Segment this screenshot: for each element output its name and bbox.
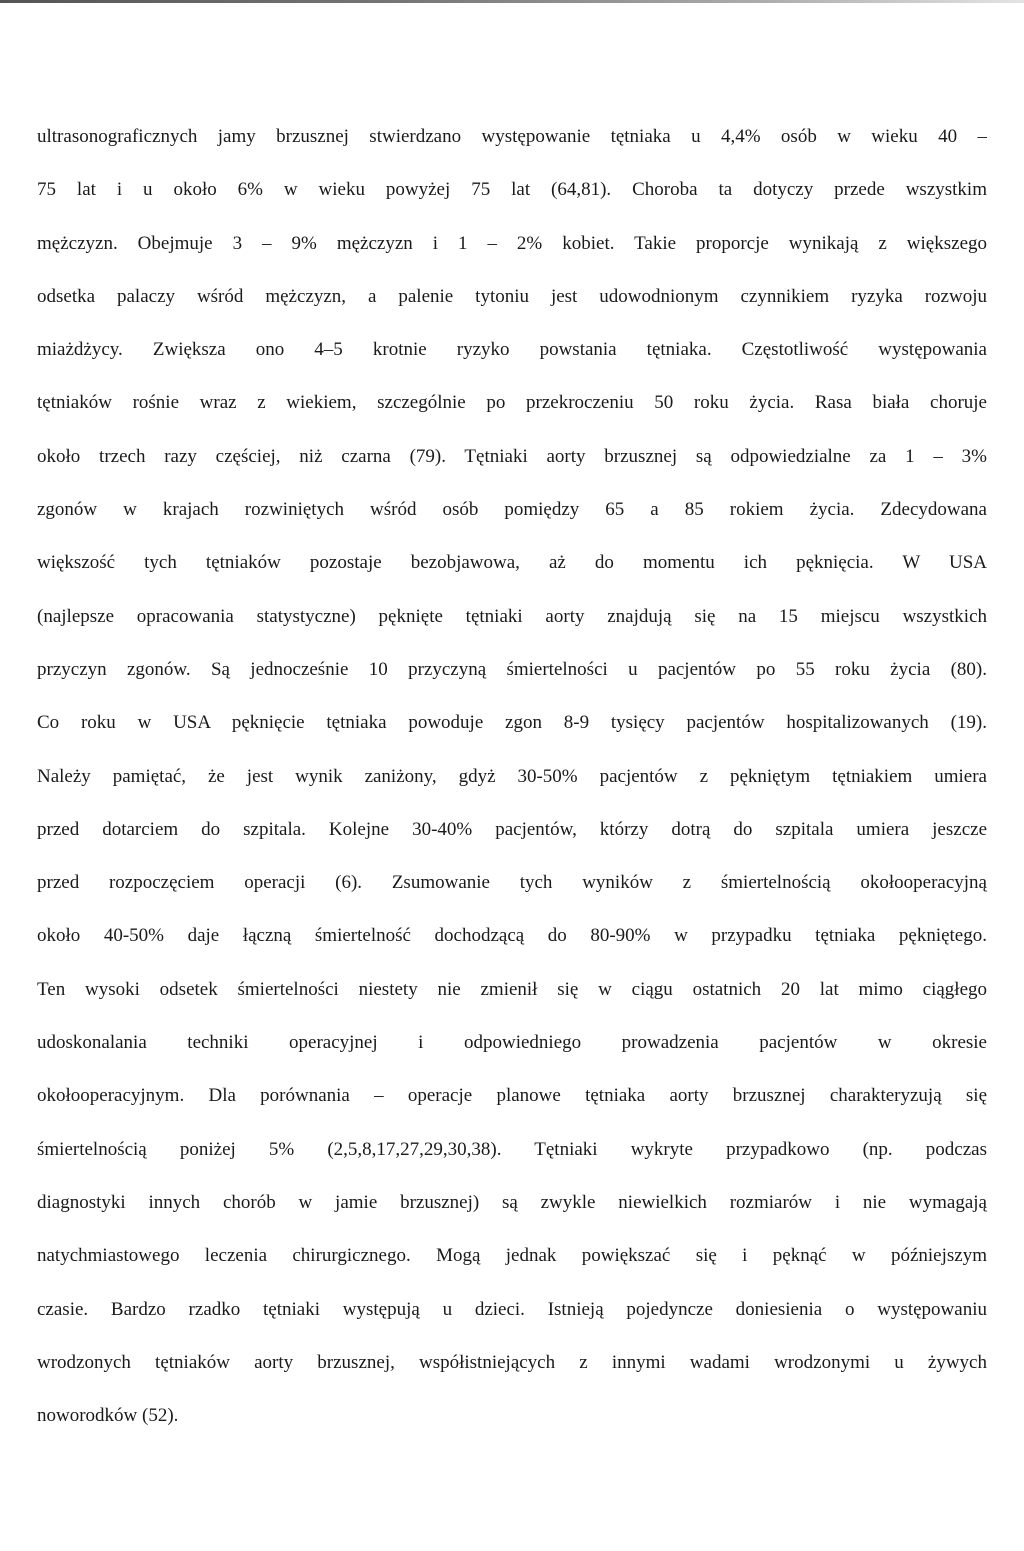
text-line: mężczyzn. Obejmuje 3 – 9% mężczyzn i 1 – 2% kobiet. Takie proporcje wynikają z większego [37,232,987,254]
text-line: ultrasonograficznych jamy brzusznej stwierdzano występowanie tętniaka u 4,4% osób w wieku 40 – [37,126,987,147]
text-line: czasie. Bardzo rzadko tętniaki występują u dzieci. Istnieją pojedyncze doniesienia o występowaniu [37,1298,987,1320]
text-line: miażdżycy. Zwiększa ono 4–5 krotnie ryzyko powstania tętniaka. Częstotliwość występowania [37,339,987,361]
text-line: około trzech razy częściej, niż czarna (79). Tętniaki aorty brzusznej są odpowiedzialne za 1 – 3% [37,445,987,467]
text-line: wrodzonych tętniaków aorty brzusznej, współistniejących z innymi wadami wrodzonymi u żywych [37,1351,987,1373]
text-line: tętniaków rośnie wraz z wiekiem, szczególnie po przekroczeniu 50 roku życia. Rasa biała choruje [37,392,987,414]
text-line: przed dotarciem do szpitala. Kolejne 30-40% pacjentów, którzy dotrą do szpitala umiera jeszcze [37,818,987,840]
text-line: noworodków (52). [37,1405,179,1427]
text-line: odsetka palaczy wśród mężczyzn, a palenie tytoniu jest udowodnionym czynnikiem ryzyka rozwoju [37,285,987,307]
text-line: około 40-50% daje łączną śmiertelność dochodzącą do 80-90% w przypadku tętniaka pękniętego. [37,925,987,947]
text-line: udoskonalania techniki operacyjnej i odpowiedniego prowadzenia pacjentów w okresie [37,1032,987,1054]
document-page [37,110,987,1442]
scan-top-edge [0,0,1024,3]
text-line: zgonów w krajach rozwiniętych wśród osób pomiędzy 65 a 85 rokiem życia. Zdecydowana [37,499,987,521]
text-line: (najlepsze opracowania statystyczne) pęknięte tętniaki aorty znajdują się na 15 miejscu wszystkich [37,605,987,627]
text-line: przyczyn zgonów. Są jednocześnie 10 przyczyną śmiertelności u pacjentów po 55 roku życia (80). [37,658,987,680]
text-line: Należy pamiętać, że jest wynik zaniżony, gdyż 30-50% pacjentów z pękniętym tętniakiem umiera [37,765,987,787]
text-line: większość tych tętniaków pozostaje bezobjawowa, aż do momentu ich pęknięcia. W USA [37,552,987,574]
text-line: Co roku w USA pęknięcie tętniaka powoduje zgon 8-9 tysięcy pacjentów hospitalizowanych (19). [37,712,987,734]
text-line: Ten wysoki odsetek śmiertelności niestety nie zmienił się w ciągu ostatnich 20 lat mimo ciągłego [37,978,987,1000]
text-line: okołooperacyjnym. Dla porównania – operacje planowe tętniaka aorty brzusznej charakteryzują się [37,1085,987,1107]
body-paragraph [37,110,987,1442]
text-line: śmiertelnością poniżej 5% (2,5,8,17,27,29,30,38). Tętniaki wykryte przypadkowo (np. podczas [37,1138,987,1160]
text-line: diagnostyki innych chorób w jamie brzusznej) są zwykle niewielkich rozmiarów i nie wymagają [37,1191,987,1213]
text-line: 75 lat i u około 6% w wieku powyżej 75 lat (64,81). Choroba ta dotyczy przede wszystkim [37,179,987,201]
text-line: natychmiastowego leczenia chirurgicznego. Mogą jednak powiększać się i pęknąć w późniejszym [37,1245,987,1267]
text-line: przed rozpoczęciem operacji (6). Zsumowanie tych wyników z śmiertelnością okołooperacyjną [37,872,987,894]
